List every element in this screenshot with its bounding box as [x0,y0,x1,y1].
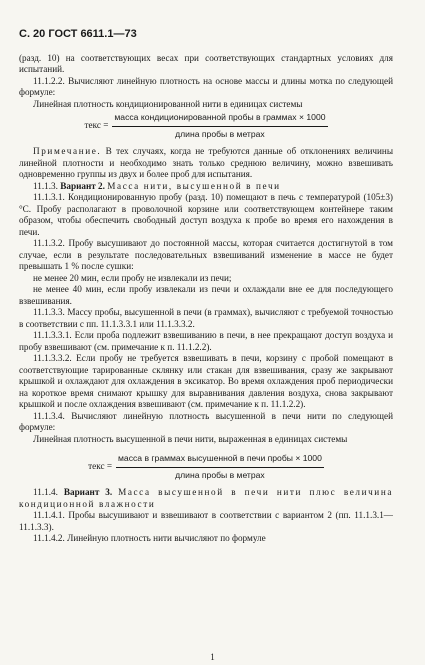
section-11-1-4-heading [19,487,393,510]
formula-lhs: текс = [88,461,113,472]
formula-numerator: масса кондиционированной пробы в граммах × 1000 [112,112,327,127]
page-number: 1 [210,652,215,662]
paragraph-11-1-3-3-2: 11.1.3.3.2. Если пробу не требуется взвешивать в печи, корзину с пробой помещают в соответствующие тарированные склянку или стакан для взвешивания, сразу же закрывают крышкой и охлаждают для охлаждения в эксикатор. Во время охлаждения проб периодически на короткое время снимают крышку для выравнивания давления воздуха, снова закрывают крышкой и после охлаждения взвешивают (см. примечание к п. 11.1.2.2). [19,353,393,409]
paragraph-11-1-3-2-a: не менее 20 мин, если пробу не извлекали из печи; [33,272,232,283]
section-title: Масса нити, высушенной в печи [107,180,281,191]
variant-label: Вариант 2. [60,180,105,191]
formula-denominator: длина пробы в метрах [175,469,265,480]
section-number: 11.1.4. [33,487,58,497]
variant-label: Вариант 3. [63,487,113,497]
page-header: С. 20 ГОСТ 6611.1—73 [19,28,137,40]
paragraph-formula-intro-2: Линейная плотность высушенной в печи нити, выраженная в единицах системы [33,433,348,444]
paragraph-formula-intro-1: Линейная плотность кондиционированной нити в единицах системы [33,98,303,109]
section-title: Масса высушенной в печи нити плюс величина кондиционной влажности [19,487,394,509]
section-number: 11.1.3. [33,180,58,191]
formula-fraction [116,453,324,481]
formula-denominator: длина пробы в метрах [175,128,265,139]
paragraph-11-1-3-2: 11.1.3.2. Пробу высушивают до постоянной массы, которая считается достигнутой в том случае, если в результате последовательных взвешиваний изменение в массе не будет превышать 1 % после сушки: [19,238,393,271]
paragraph-11-1-4-2: 11.1.4.2. Линейную плотность нити вычисляют по формуле [33,533,266,543]
note [19,146,393,181]
section-11-1-3-heading [19,181,393,193]
paragraph-continuation: (разд. 10) на соответствующих весах при соответствующих стандартных условиях для испытаний. [19,52,393,74]
paragraph-11-1-3-4: 11.1.3.4. Вычисляют линейную плотность высушенной в печи нити по следующей формуле: [19,410,393,432]
formula-conditioned [19,112,393,140]
paragraph-11-1-3-2-b: не менее 40 мин, если пробу извлекали из печи и охлаждали вне ее для последующего взвешивания. [19,284,393,306]
paragraph-11-1-2-2: 11.1.2.2. Вычисляют линейную плотность на основе массы и длины мотка по следующей формуле: [19,75,393,97]
paragraph-11-1-3-3-1: 11.1.3.3.1. Если проба подлежит взвешиванию в печи, в нее прекращают доступ воздуха и пробу взвешивают (см. примечание к п. 11.1.2.2). [19,330,393,352]
note-label: Примечание. [33,146,102,156]
formula-lhs: текс = [84,120,109,131]
formula-oven-dried [19,453,393,481]
formula-numerator: масса в граммах высушенной в печи пробы × 1000 [116,453,324,468]
paragraph-11-1-4-1: 11.1.4.1. Пробы высушивают и взвешивают в соответствии с вариантом 2 (пп. 11.1.3.1—11.1.3.3). [19,510,393,532]
paragraph-11-1-3-1: 11.1.3.1. Кондиционированную пробу (разд. 10) помещают в печь с температурой (105±3) °С. Пробу располагают в проволочной корзине или соответствующем контейнере таким образом, чтобы обеспечить свободный доступ воздуха к пробе во время его нахождения в печи. [19,192,393,237]
note-text: В тех случаях, когда не требуются данные об отклонениях величины линейной плотности и необходимо знать только среднюю величину, можно взвешивать одновременно группы из двух и более проб для испытания. [19,146,394,179]
formula-fraction [112,112,327,140]
paragraph-11-1-3-3: 11.1.3.3. Массу пробы, высушенной в печи (в граммах), вычисляют с требуемой точностью в соответствии с пп. 11.1.3.3.1 или 11.1.3.3.2. [19,307,393,329]
